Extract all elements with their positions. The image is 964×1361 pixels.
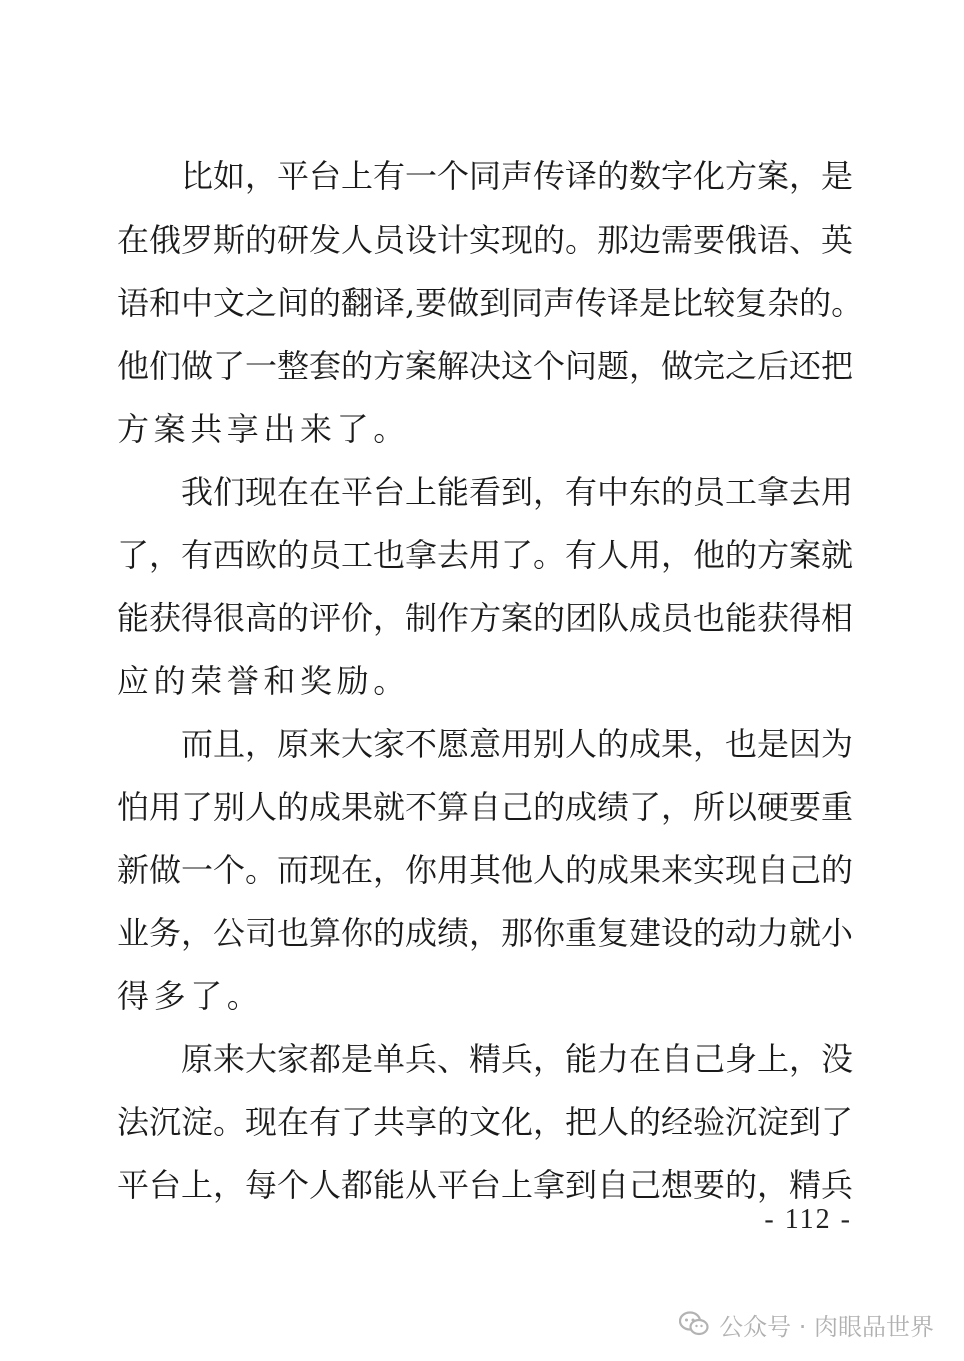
text-line: 新做一个。而现在，你用其他人的成果来实现自己的 bbox=[117, 851, 854, 889]
text-line: 比如，平台上有一个同声传译的数字化方案，是 bbox=[181, 157, 854, 195]
watermark-text: 公众号 · 肉眼品世界 bbox=[719, 1312, 934, 1341]
watermark bbox=[679, 1302, 934, 1346]
text-line: 应的荣誉和奖励。 bbox=[117, 662, 410, 700]
text-line: 怕用了别人的成果就不算自己的成绩了，所以硬要重 bbox=[117, 788, 854, 826]
text-line: 业务，公司也算你的成绩，那你重复建设的动力就小 bbox=[117, 914, 854, 952]
text-line: 方案共享出来了。 bbox=[117, 410, 410, 448]
text-line: 了，有西欧的员工也拿去用了。有人用，他的方案就 bbox=[117, 536, 854, 574]
page-number: - 112 - bbox=[764, 1204, 852, 1235]
text-line: 原来大家都是单兵、精兵，能力在自己身上，没 bbox=[181, 1040, 854, 1078]
text-line: 他们做了一整套的方案解决这个问题，做完之后还把 bbox=[117, 347, 854, 385]
text-line: 语和中文之间的翻译,要做到同声传译是比较复杂的。 bbox=[117, 284, 864, 322]
wechat-official-account-icon bbox=[679, 1311, 709, 1337]
text-line: 我们现在在平台上能看到，有中东的员工拿去用 bbox=[181, 473, 854, 511]
text-line: 平台上，每个人都能从平台上拿到自己想要的，精兵 bbox=[117, 1166, 854, 1204]
text-line: 在俄罗斯的研发人员设计实现的。那边需要俄语、英 bbox=[117, 221, 854, 259]
text-line: 而且，原来大家不愿意用别人的成果，也是因为 bbox=[181, 725, 854, 763]
text-line: 得多了。 bbox=[117, 977, 264, 1015]
text-line: 法沉淀。现在有了共享的文化，把人的经验沉淀到了 bbox=[117, 1103, 854, 1141]
text-line: 能获得很高的评价，制作方案的团队成员也能获得相 bbox=[117, 599, 854, 637]
